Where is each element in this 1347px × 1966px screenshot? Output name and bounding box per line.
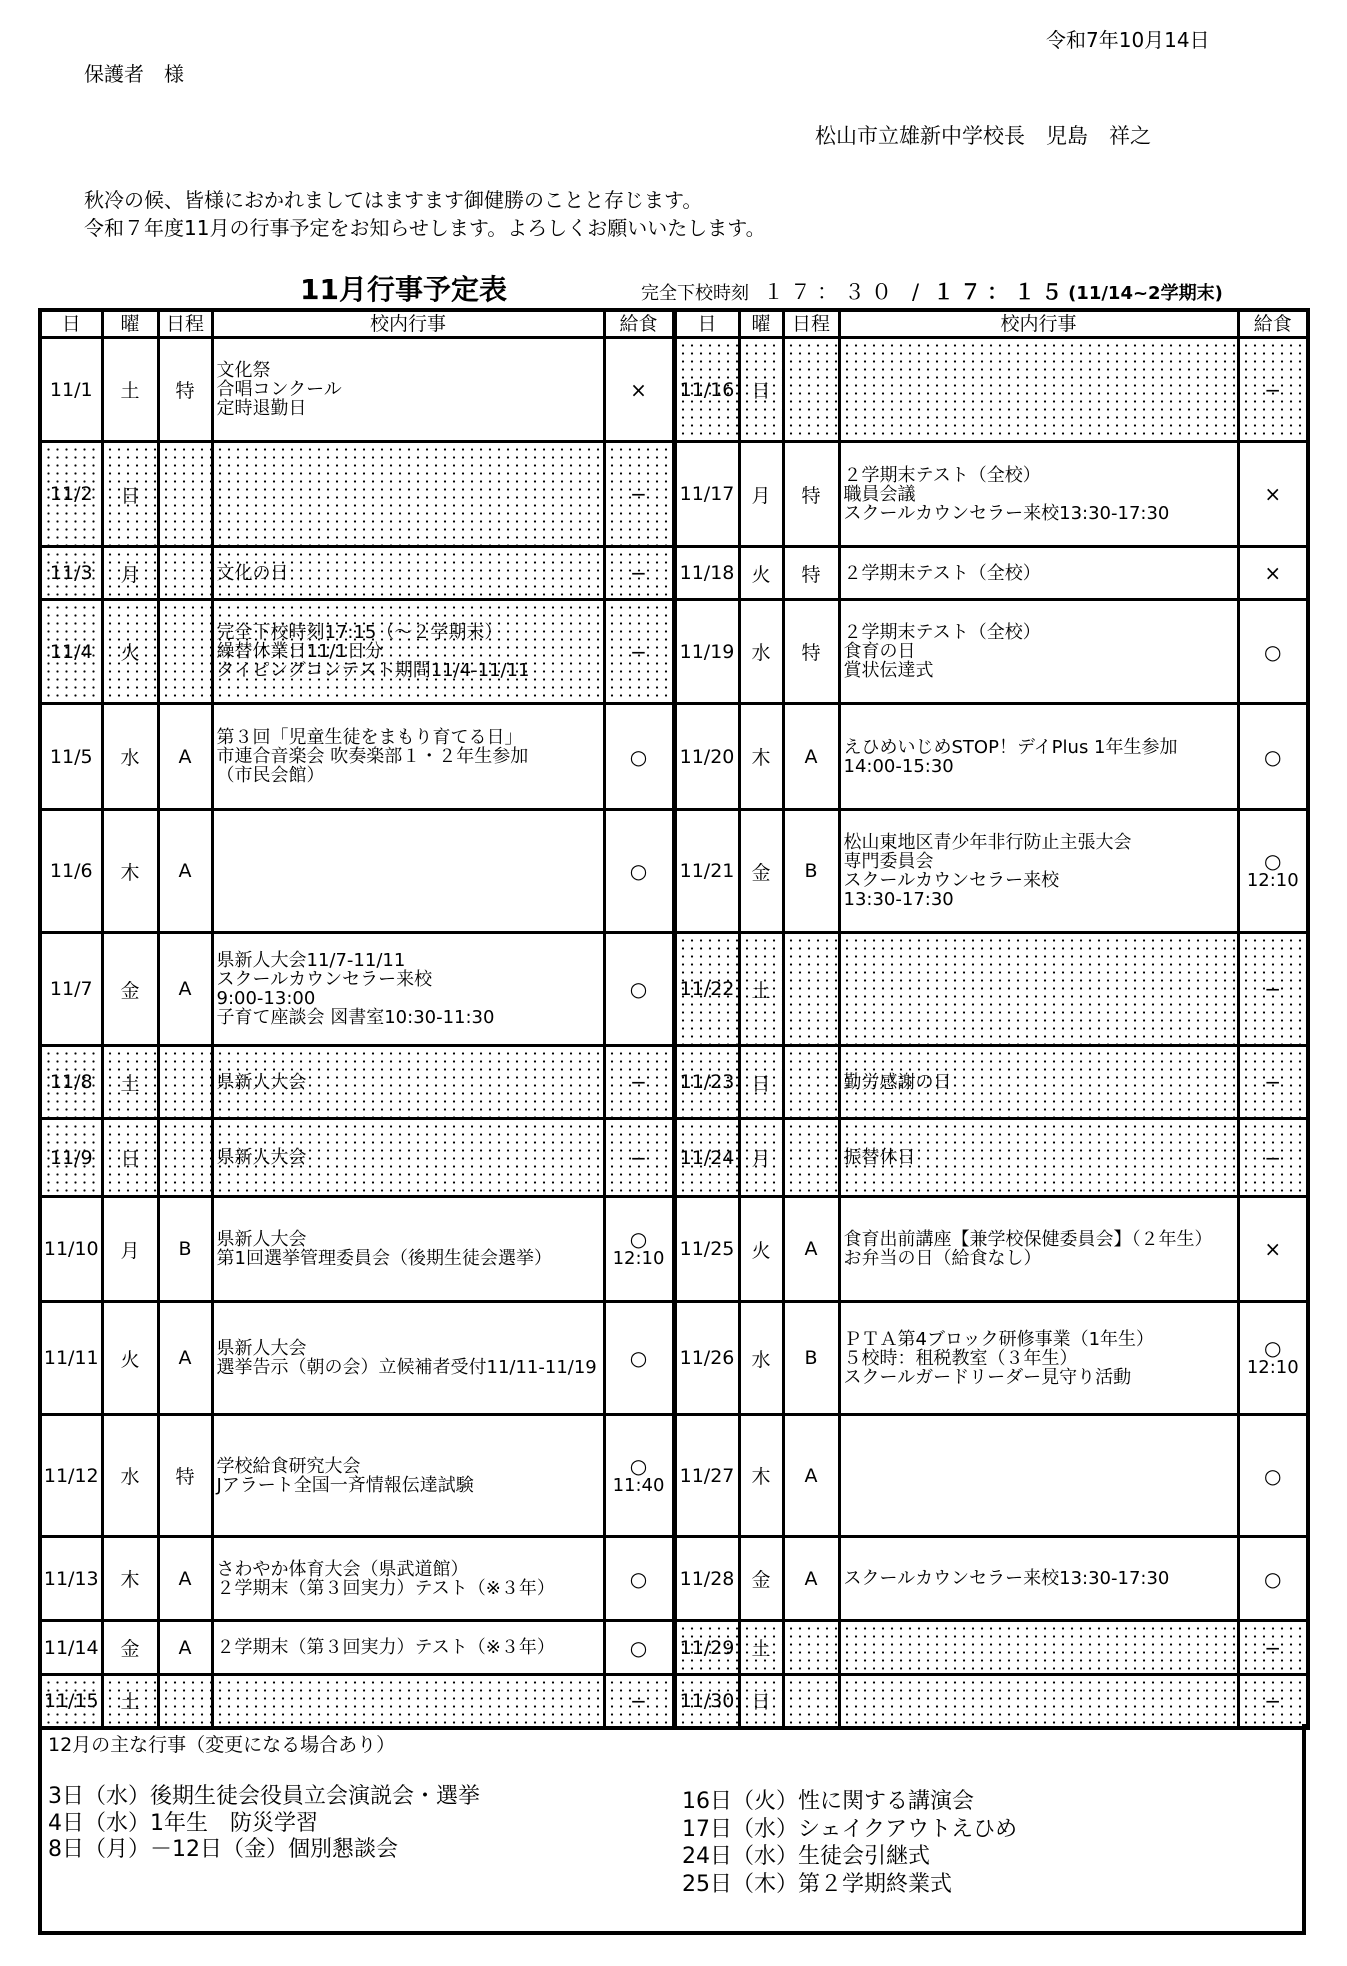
event-line: 県新人大会 [216,1147,307,1168]
december-item: 25日（木）第２学期終業式 [682,1871,952,1897]
type-cell [783,1046,839,1119]
type-cell: A [158,933,212,1046]
event-line: 職員会議 [843,483,916,505]
weekday-cell: 月 [102,1197,158,1302]
lunch-cell [1238,338,1308,442]
events-cell [839,1415,1238,1537]
december-item: 17日（水）シェイクアウトえひめ [682,1816,1018,1842]
lunch-time: 11:40 [612,1474,665,1496]
schedule-row [40,547,1308,600]
header-date: 日 [674,310,739,338]
header-type: 日程 [783,310,839,338]
lunch-cell [1238,1119,1308,1197]
december-item: 4日（水）1年生 防災学習 [48,1810,318,1836]
event-line: スクールカウンセラー来校 [216,969,433,990]
date-cell: 11/24 [674,1119,739,1197]
events-cell [839,1537,1238,1621]
header-events: 校内行事 [212,310,604,338]
lunch-cell [1238,1621,1308,1675]
events-cell [212,1621,604,1675]
type-cell [783,338,839,442]
schedule-row [40,1415,1308,1537]
type-cell [783,1675,839,1728]
lunch-cell [604,810,674,933]
events-cell [839,1621,1238,1675]
lunch-cell [1238,600,1308,704]
lunch-symbol: − [630,561,647,585]
event-line: 勤労感謝の日 [843,1071,952,1093]
event-line: ＰＴＡ第4ブロック研修事業（1年生） [843,1328,1155,1350]
lunch-symbol: ○ [629,1227,648,1251]
weekday-cell: 水 [739,1302,783,1415]
weekday-cell: 日 [739,338,783,442]
date-cell: 11/3 [40,547,102,600]
weekday-cell: 火 [739,1197,783,1302]
event-line: スクールガードリーダー見守り活動 [843,1366,1132,1388]
schedule-row [40,704,1308,810]
schedule-row [40,810,1308,933]
date-cell: 11/28 [674,1537,739,1621]
december-item: 8日（月）－12日（金）個別懇談会 [48,1837,398,1862]
date-cell: 11/23 [674,1046,739,1119]
event-line: 専門委員会 [843,851,934,872]
lunch-cell [1238,1537,1308,1621]
event-line: 文化祭 [216,360,271,381]
date-cell: 11/22 [674,933,739,1046]
date-cell: 11/7 [40,933,102,1046]
type-cell: A [783,704,839,810]
type-cell [158,1675,212,1728]
events-cell [212,1119,604,1197]
lunch-cell [604,1537,674,1621]
events-cell [212,338,604,442]
lunch-cell [604,600,674,704]
december-title: 12月の主な行事（変更になる場合あり） [48,1734,396,1756]
date-cell: 11/17 [674,442,739,547]
event-line: 市連合音楽会 吹奏楽部１・２年生参加 [216,746,529,767]
event-line: 繰替休業日11/1日分 [216,641,383,662]
lunch-cell [604,338,674,442]
events-cell [839,704,1238,810]
event-line: 9:00-13:00 [216,988,316,1009]
type-cell: A [158,1621,212,1675]
date-cell: 11/15 [40,1675,102,1728]
event-line: 県新人大会11/7-11/11 [216,950,406,971]
weekday-cell: 木 [102,1537,158,1621]
weekday-cell: 水 [102,1415,158,1537]
event-line: 完全下校時刻17:15（～２学期末） [216,622,503,643]
event-line: スクールカウンセラー来校 [843,870,1060,891]
events-cell [212,1197,604,1302]
lunch-cell [1238,442,1308,547]
events-cell [839,1675,1238,1728]
event-line: 学校給食研究大会 [216,1455,361,1477]
type-cell: A [158,810,212,933]
lunch-symbol: ○ [629,977,648,1001]
events-cell [839,1119,1238,1197]
lunch-symbol: − [1264,1145,1282,1170]
date-cell: 11/4 [40,600,102,704]
lunch-cell [1238,704,1308,810]
lunch-cell [604,1197,674,1302]
lunch-symbol: − [1264,1688,1282,1713]
event-line: 文化の日 [216,562,289,584]
weekday-cell: 金 [102,933,158,1046]
type-cell: B [783,810,839,933]
schedule-row [40,1537,1308,1621]
type-cell: 特 [783,600,839,704]
date-cell: 11/6 [40,810,102,933]
lunch-symbol: ○ [629,1453,648,1478]
events-cell [839,1197,1238,1302]
dismissal-label: 完全下校時刻 [641,283,749,304]
type-cell: A [783,1197,839,1302]
event-line: 県新人大会 [216,1229,307,1250]
event-line: ５校時：租税教室（３年生） [843,1347,1078,1369]
event-line: スクールカウンセラー来校13:30-17:30 [843,502,1170,524]
issue-date: 令和7年10月14日 [1046,28,1210,52]
events-cell [212,1415,604,1537]
events-cell [839,338,1238,442]
lunch-symbol: ○ [1264,1463,1282,1488]
lunch-cell [604,1046,674,1119]
dismissal-note: (11/14~2学期末) [1068,283,1223,304]
date-cell: 11/10 [40,1197,102,1302]
date-cell: 11/29 [674,1621,739,1675]
event-line: 子育て座談会 図書室10:30-11:30 [216,1007,495,1028]
weekday-cell: 金 [102,1621,158,1675]
events-cell [212,810,604,933]
type-cell: B [783,1302,839,1415]
weekday-cell: 月 [739,1119,783,1197]
lunch-symbol: ○ [1264,744,1282,769]
lunch-symbol: ○ [629,859,648,883]
event-line: ２学期末（第３回実力）テスト（※３年） [216,1577,555,1599]
lunch-cell [604,704,674,810]
schedule-row [40,1046,1308,1119]
schedule-row [40,338,1308,442]
lunch-symbol: − [630,1688,647,1713]
date-cell: 11/11 [40,1302,102,1415]
lunch-symbol: − [630,1145,647,1170]
date-cell: 11/25 [674,1197,739,1302]
events-cell [839,547,1238,600]
lunch-symbol: − [1264,1070,1282,1094]
lunch-symbol: ○ [1264,1566,1282,1591]
header-events: 校内行事 [839,310,1238,338]
events-cell [212,442,604,547]
events-cell [212,1537,604,1621]
lunch-symbol: × [1264,561,1282,585]
event-line: 賞状伝達式 [843,660,934,681]
event-line: ２学期末（第３回実力）テスト（※３年） [216,1637,555,1658]
event-line: お弁当の日（給食なし） [843,1248,1042,1269]
event-line: ２学期末テスト（全校） [843,622,1041,643]
event-line: 第1回選挙管理委員会（後期生徒会選挙） [216,1248,552,1269]
events-cell [839,600,1238,704]
events-cell [212,1675,604,1728]
event-line: 食育出前講座【兼学校保健委員会】（２年生） [843,1229,1213,1250]
type-cell: A [158,704,212,810]
weekday-cell: 日 [739,1675,783,1728]
event-line: 合唱コンクール [216,379,342,400]
lunch-symbol: − [1264,1635,1282,1660]
date-cell: 11/8 [40,1046,102,1119]
lunch-cell [1238,1046,1308,1119]
event-line: さわやか体育大会（県武道館） [216,1558,469,1580]
header-weekday: 曜 [102,310,158,338]
date-cell: 11/12 [40,1415,102,1537]
december-events-box [38,1724,1306,1935]
weekday-cell: 火 [102,1302,158,1415]
weekday-cell: 水 [739,600,783,704]
date-cell: 11/13 [40,1537,102,1621]
lunch-symbol: × [1264,482,1282,506]
lunch-symbol: ○ [629,1346,648,1370]
december-item: 24日（水）生徒会引継式 [682,1844,930,1869]
date-cell: 11/27 [674,1415,739,1537]
event-line: 県新人大会 [216,1071,307,1093]
weekday-cell: 火 [102,600,158,704]
event-line: 県新人大会 [216,1338,307,1359]
schedule-title: 11月行事予定表 [300,273,507,306]
type-cell: 特 [158,338,212,442]
type-cell [783,1621,839,1675]
schedule-row [40,600,1308,704]
recipient: 保護者 様 [84,62,184,86]
lunch-cell [1238,1197,1308,1302]
weekday-cell: 金 [739,1537,783,1621]
lunch-cell [604,547,674,600]
type-cell [158,442,212,547]
event-line: 選挙告示（朝の会）立候補者受付11/11-11/19 [216,1357,597,1378]
event-line: 13:30-17:30 [843,889,954,910]
type-cell: A [158,1302,212,1415]
schedule-row [40,1119,1308,1197]
date-cell: 11/1 [40,338,102,442]
lunch-cell [1238,547,1308,600]
events-cell [212,704,604,810]
event-line: 松山東地区青少年非行防止主張大会 [843,832,1132,853]
weekday-cell: 土 [102,338,158,442]
date-cell: 11/18 [674,547,739,600]
events-cell [839,1302,1238,1415]
lunch-cell [1238,1675,1308,1728]
lunch-symbol: × [630,377,647,402]
type-cell: B [158,1197,212,1302]
date-cell: 11/9 [40,1119,102,1197]
december-list-left [48,1784,480,1864]
weekday-cell: 土 [739,933,783,1046]
schedule-table [38,308,1310,1730]
events-cell [839,1046,1238,1119]
lunch-cell [1238,933,1308,1046]
date-cell: 11/21 [674,810,739,933]
schedule-row [40,1302,1308,1415]
greeting-line: 秋冷の候、皆様におかれましてはますます御健勝のことと存じます。 [84,188,703,212]
weekday-cell: 月 [102,547,158,600]
type-cell: 特 [783,547,839,600]
greeting [84,186,766,242]
date-cell: 11/19 [674,600,739,704]
lunch-cell [604,442,674,547]
header-type: 日程 [158,310,212,338]
header-lunch: 給食 [604,310,674,338]
lunch-time: 12:10 [1246,1357,1299,1378]
lunch-symbol: ○ [629,1566,648,1591]
lunch-cell [1238,1415,1308,1537]
schedule-row [40,1675,1308,1728]
lunch-symbol: − [630,482,647,506]
lunch-time: 12:10 [612,1248,665,1269]
greeting-line: 令和７年度11月の行事予定をお知らせします。よろしくお願いいたします。 [84,216,766,240]
lunch-symbol: − [1264,377,1282,402]
header-weekday: 曜 [739,310,783,338]
type-cell: 特 [158,1415,212,1537]
type-cell [158,1119,212,1197]
lunch-cell [604,1675,674,1728]
weekday-cell: 木 [739,704,783,810]
event-line: タイピングコンテスト期間11/4-11/11 [216,660,530,681]
events-cell [212,547,604,600]
weekday-cell: 木 [739,1415,783,1537]
event-line: 14:00-15:30 [843,755,954,777]
date-cell: 11/30 [674,1675,739,1728]
weekday-cell: 土 [102,1675,158,1728]
type-cell: A [783,1537,839,1621]
events-cell [212,933,604,1046]
events-cell [212,1046,604,1119]
type-cell [158,1046,212,1119]
weekday-cell: 日 [739,1046,783,1119]
event-line: 振替休日 [843,1147,916,1168]
lunch-symbol: × [1264,1237,1282,1261]
events-cell [212,600,604,704]
event-line: Jアラート全国一斉情報伝達試験 [216,1474,474,1496]
lunch-symbol: ○ [629,1635,648,1660]
weekday-cell: 土 [102,1046,158,1119]
lunch-cell [604,933,674,1046]
lunch-cell [604,1621,674,1675]
date-cell: 11/14 [40,1621,102,1675]
dismissal-separator: / [912,280,920,304]
date-cell: 11/20 [674,704,739,810]
lunch-symbol: ○ [1264,1336,1282,1360]
lunch-symbol: ○ [1264,849,1282,873]
december-item: 16日（火）性に関する講演会 [682,1789,974,1814]
schedule-row [40,442,1308,547]
weekday-cell: 金 [739,810,783,933]
weekday-cell: 月 [739,442,783,547]
date-cell: 11/5 [40,704,102,810]
schedule-row [40,1621,1308,1675]
dismissal-time [641,276,1223,306]
lunch-symbol: ○ [629,744,648,769]
lunch-symbol: − [630,1070,647,1094]
event-line: （市民会館） [216,765,325,786]
weekday-cell: 火 [739,547,783,600]
event-line: ２学期末テスト（全校） [843,562,1041,584]
date-cell: 11/16 [674,338,739,442]
schedule-row [40,1197,1308,1302]
event-line: スクールカウンセラー来校13:30-17:30 [843,1568,1170,1589]
weekday-cell: 木 [102,810,158,933]
type-cell [783,1119,839,1197]
event-line: 第３回「児童生徒をまもり育てる日」 [216,727,523,748]
lunch-symbol: − [630,639,647,664]
events-cell [839,810,1238,933]
december-list-right [682,1788,1017,1898]
type-cell [158,600,212,704]
type-cell: 特 [783,442,839,547]
events-cell [212,1302,604,1415]
type-cell [158,547,212,600]
lunch-cell [604,1119,674,1197]
sender: 松山市立雄新中学校長 児島 祥之 [815,124,1151,148]
type-cell: A [783,1415,839,1537]
lunch-cell [604,1415,674,1537]
lunch-symbol: − [1264,977,1282,1001]
type-cell [783,933,839,1046]
header-lunch: 給食 [1238,310,1308,338]
weekday-cell: 日 [102,1119,158,1197]
lunch-cell [604,1302,674,1415]
weekday-cell: 土 [739,1621,783,1675]
lunch-cell [1238,810,1308,933]
type-cell: A [158,1537,212,1621]
event-line: ２学期末テスト（全校） [843,464,1041,486]
event-line: 食育の日 [843,641,916,662]
events-cell [839,442,1238,547]
weekday-cell: 日 [102,442,158,547]
events-cell [839,933,1238,1046]
event-line: えひめいじめSTOP！デイPlus 1年生参加 [843,736,1178,758]
header-date: 日 [40,310,102,338]
dismissal-time-1: １７：３０ [763,280,898,304]
december-item: 3日（水）後期生徒会役員立会演説会・選挙 [48,1784,480,1809]
weekday-cell: 水 [102,704,158,810]
date-cell: 11/2 [40,442,102,547]
schedule-row [40,933,1308,1046]
date-cell: 11/26 [674,1302,739,1415]
event-line: 定時退勤日 [216,398,307,419]
header-row [40,310,1308,338]
lunch-cell [1238,1302,1308,1415]
schedule-body [40,338,1308,1728]
lunch-time: 12:10 [1246,870,1299,891]
dismissal-time-2: １７：１５ [933,280,1069,304]
lunch-symbol: ○ [1264,639,1282,664]
